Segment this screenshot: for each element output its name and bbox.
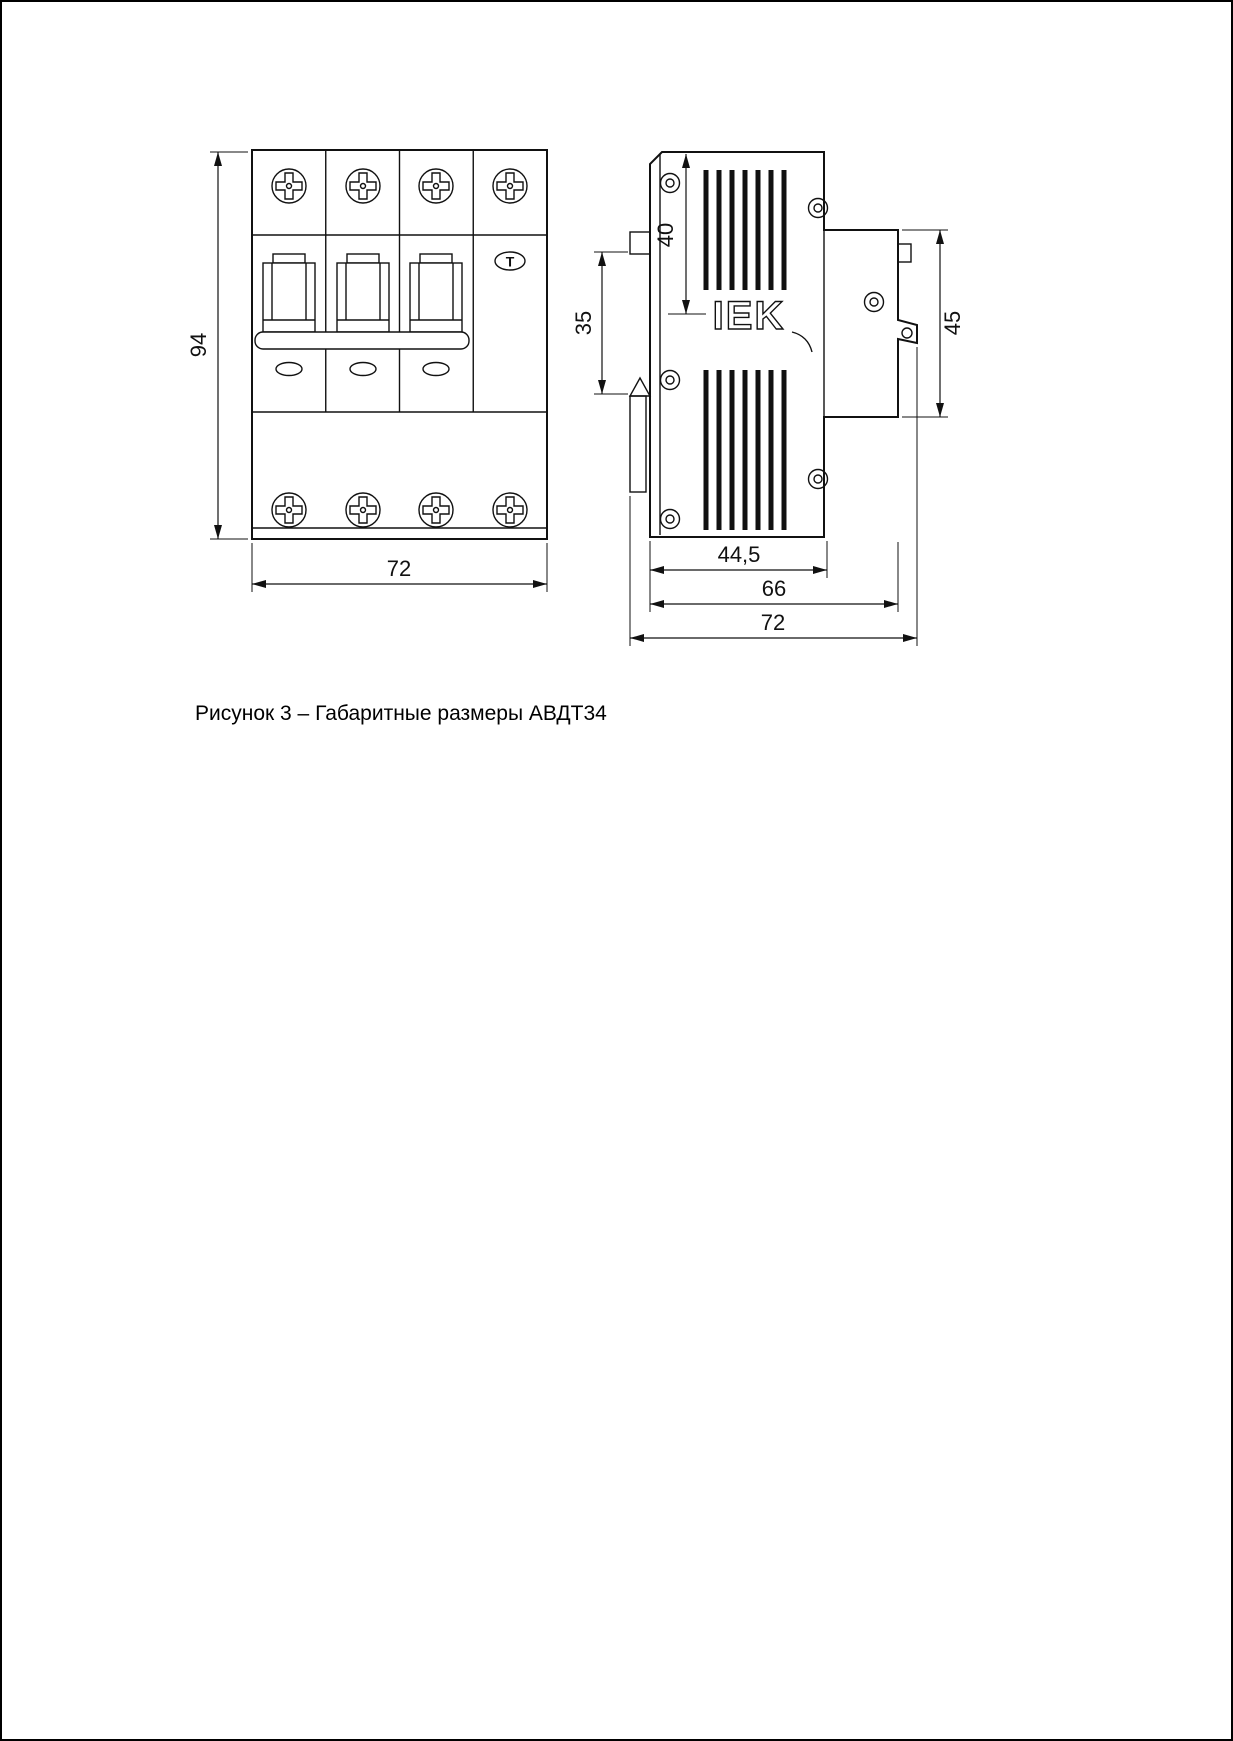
ventilation-slots-lower — [706, 370, 784, 530]
rivet-icon — [661, 371, 680, 390]
dim-label-94: 94 — [186, 332, 211, 358]
rivet-icon — [865, 293, 884, 312]
dim-label-72-side: 72 — [760, 610, 786, 635]
dim-front-width — [252, 543, 547, 592]
dim-side-35 — [571, 252, 628, 394]
rivet-icon — [661, 174, 680, 193]
indicator-window — [350, 363, 376, 376]
clip-pin — [902, 328, 912, 338]
figure-caption: Рисунок 3 – Габаритные размеры АВДТ34 — [195, 702, 607, 725]
ventilation-slots-upper — [706, 170, 784, 290]
front-view — [252, 150, 547, 539]
handle-tie-bar — [255, 332, 469, 349]
lever-arc — [792, 332, 812, 352]
dim-front-height — [186, 152, 248, 539]
terminal-screw-icon — [272, 493, 306, 527]
dim-label-66: 66 — [761, 576, 787, 601]
indicator-window — [276, 363, 302, 376]
din-hook — [630, 232, 650, 254]
brand-logo: IEK — [712, 294, 786, 338]
terminal-screw-icon — [346, 493, 380, 527]
dim-label-72-front: 72 — [386, 556, 412, 581]
test-button — [495, 252, 525, 270]
terminal-screw-icon — [346, 169, 380, 203]
toggle-handle — [263, 254, 315, 332]
side-view — [630, 152, 917, 537]
dim-label-44-5: 44,5 — [717, 542, 761, 567]
terminal-screw-icon — [493, 493, 527, 527]
rear-tab — [898, 244, 911, 262]
terminal-screw-icon — [493, 169, 527, 203]
dim-label-45: 45 — [940, 310, 965, 336]
dim-side-66 — [650, 542, 898, 612]
indicator-window — [423, 363, 449, 376]
test-button-label: T — [505, 253, 515, 270]
dimensional-drawing — [2, 2, 1233, 902]
dim-side-40 — [653, 154, 706, 314]
terminal-screw-icon — [419, 169, 453, 203]
toggle-handle — [410, 254, 462, 332]
dim-label-40: 40 — [653, 222, 678, 248]
din-clip-latch — [630, 378, 650, 396]
terminal-screw-icon — [272, 169, 306, 203]
dim-label-35: 35 — [571, 310, 596, 336]
rivet-icon — [661, 510, 680, 529]
toggle-handle — [337, 254, 389, 332]
terminal-screw-icon — [419, 493, 453, 527]
dim-side-44-5 — [650, 541, 827, 612]
din-clip-slider — [630, 396, 646, 492]
